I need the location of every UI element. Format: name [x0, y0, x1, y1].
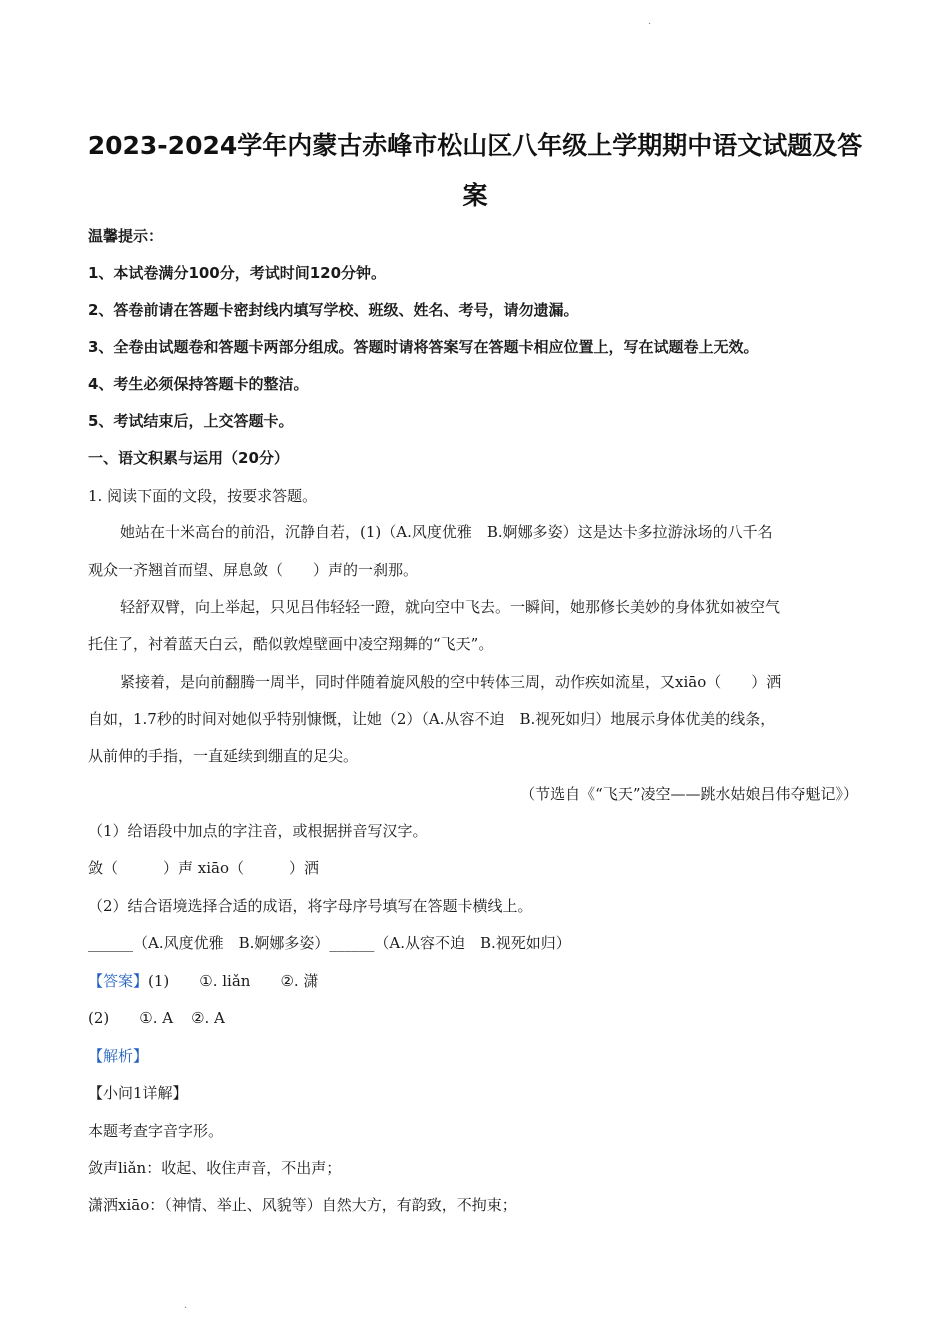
tip-item-3: 3、全卷由试题卷和答题卡两部分组成。答题时请将答案写在答题卡相应位置上，写在试题卷上无效。: [88, 338, 759, 356]
passage-source: （节选自《“飞天”凌空——跳水姑娘吕伟夺魁记》）: [520, 785, 858, 803]
tip-item-4: 4、考生必须保持答题卡的整洁。: [88, 375, 309, 393]
answer-line-1: [88, 971, 318, 991]
tip-item-2: 2、答卷前请在答题卡密封线内填写学校、班级、姓名、考号，请勿遗漏。: [88, 301, 579, 319]
analysis-line-1: 本题考查字音字形。: [88, 1122, 224, 1140]
answer-1-a: ①. liǎn: [199, 972, 251, 990]
decor-dot-top: .: [648, 16, 652, 27]
answer-2-a: ①. A: [139, 1009, 174, 1027]
tips-heading: 温馨提示：: [88, 227, 164, 245]
analysis-line-3: 潇洒xiāo：（神情、举止、风貌等）自然大方，有韵致，不拘束；: [88, 1196, 517, 1214]
passage-line-2: 观众一齐翘首而望、屏息敛（ ）声的一刹那。: [88, 561, 419, 579]
answer-2-b: ②. A: [191, 1009, 225, 1027]
tip-item-5: 5、考试结束后，上交答题卡。: [88, 412, 294, 430]
passage-line-5: 紧接着，是向前翻腾一周半，同时伴随着旋风般的空中转体三周，动作疾如流星，又xiāo（ ）洒: [120, 673, 782, 691]
sub-question-1-blanks: 敛（ ）声 xiāo（ ）洒: [88, 859, 319, 877]
answer-2-prefix: (2): [88, 1009, 110, 1027]
passage-line-4: 托住了，衬着蓝天白云，酷似敦煌壁画中凌空翔舞的“飞天”。: [88, 635, 494, 653]
passage-line-3: 轻舒双臂，向上举起，只见吕伟轻轻一蹬，就向空中飞去。一瞬间，她那修长美妙的身体犹如被空气: [120, 598, 781, 616]
decor-dot-bottom: .: [184, 1300, 188, 1311]
answer-line-2: [88, 1008, 225, 1028]
question-prompt: 1. 阅读下面的文段，按要求答题。: [88, 487, 318, 505]
answer-1-prefix: (1): [148, 972, 170, 990]
analysis-line-2: 敛声liǎn：收起、收住声音，不出声；: [88, 1159, 342, 1177]
analysis-label: 【解析】: [88, 1047, 149, 1065]
passage-line-1: 她站在十米高台的前沿，沉静自若，(1)（A.风度优雅 B.婀娜多姿）这是达卡多拉游泳场的八千名: [120, 523, 773, 541]
answer-1-b: ②. 潇: [280, 972, 319, 990]
doc-title-line2: 案: [462, 181, 488, 210]
passage-line-6: 自如，1.7秒的时间对她似乎特别慷慨，让她（2）（A.从容不迫 B.视死如归）地展示身体优美的线条，: [88, 710, 776, 728]
sub-question-2-blanks: ______（A.风度优雅 B.婀娜多姿）______（A.从容不迫 B.视死如归）: [88, 934, 571, 952]
doc-title-line1: 2023-2024学年内蒙古赤峰市松山区八年级上学期期中语文试题及答: [87, 131, 863, 160]
analysis-sub-heading: 【小问1详解】: [88, 1084, 188, 1102]
section-heading: 一、语文积累与运用（20分）: [88, 449, 289, 467]
sub-question-2: （2）结合语境选择合适的成语，将字母序号填写在答题卡横线上。: [88, 897, 533, 915]
answer-label: 【答案】: [88, 972, 149, 990]
tip-item-1: 1、本试卷满分100分，考试时间120分钟。: [88, 264, 387, 282]
passage-line-7: 从前伸的手指，一直延续到绷直的足尖。: [88, 747, 359, 765]
sub-question-1: （1）给语段中加点的字注音，或根据拼音写汉字。: [88, 822, 428, 840]
